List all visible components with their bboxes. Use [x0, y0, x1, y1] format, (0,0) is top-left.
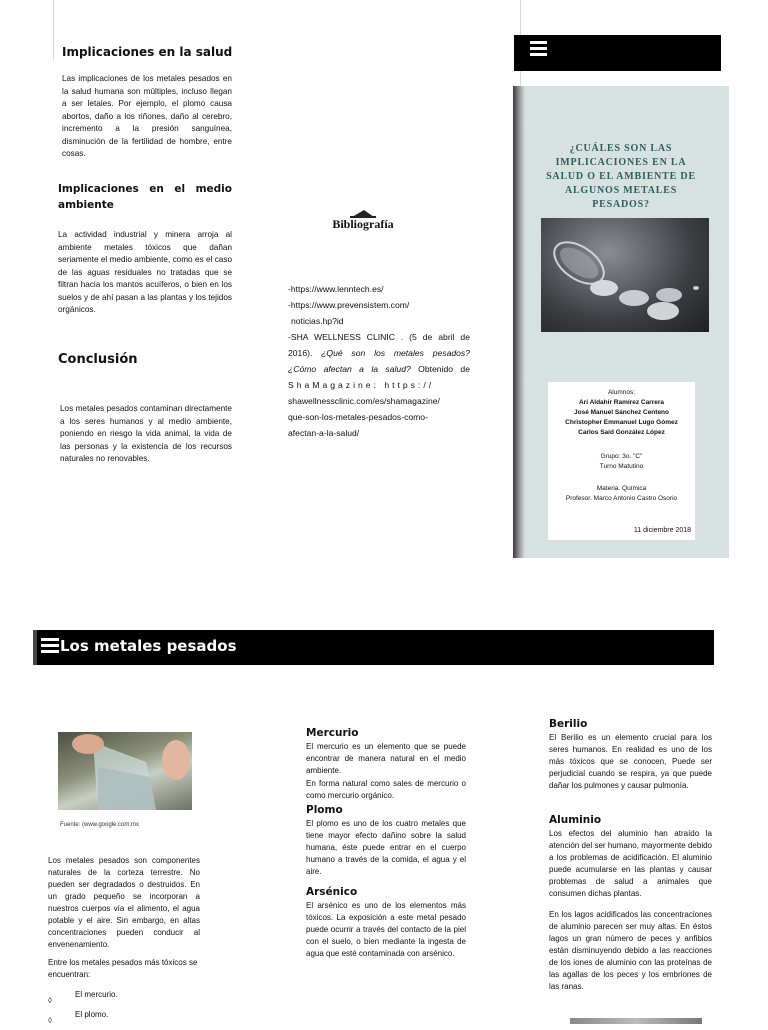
bib-entry: 2016). ¿Qué son los metales pesados?	[288, 348, 470, 358]
mercurio-text: El mercurio es un elemento que se puede encontrar de manera natural en el medio ambiente.	[306, 742, 466, 775]
aluminio-heading: Aluminio	[549, 814, 602, 826]
bib-entry: afectan-a-la-salud/	[288, 428, 360, 438]
bib-entry: -https://www.lenntech.es/	[288, 284, 384, 294]
arsenico-text: El arsénico es uno de los elementos más tóxicos. La exposición a este metal pesado puede ocurrir a través del contacto de la piel con el suelo, o bien mediante la ingesta de agua que esté contaminada con arsénico.	[306, 901, 466, 958]
student-name: Ari Aldahir Ramírez Carrera	[578, 399, 664, 406]
cover-panel	[513, 86, 729, 558]
mercurio-heading: Mercurio	[306, 727, 359, 739]
bib-entry: que-son-los-metales-pesados-como-	[288, 412, 428, 422]
student-name: Carlos Saíd González López	[578, 429, 665, 436]
conclusion-heading: Conclusión	[58, 352, 138, 367]
mercurio-text-2: En forma natural como sales de mercurio o como mercurio orgánico.	[306, 779, 466, 800]
student-info-box	[548, 382, 695, 540]
environment-heading: Implicaciones en el medio ambiente	[58, 183, 232, 211]
list-intro: Entre los metales pesados más tóxicos se encuentran:	[48, 958, 198, 979]
bib-entry: ¿Cómo afectan a la salud? Obtenido de	[288, 364, 470, 374]
cover-header-bar	[514, 35, 721, 71]
bib-entry: -https://www.prevensistem.com/	[288, 300, 410, 310]
bibliography-title: Bibliografía	[332, 217, 394, 231]
list-item: ◊ El mercurio.	[48, 990, 118, 1005]
bottom-image-edge	[570, 1018, 702, 1024]
health-heading: Implicaciones en la salud	[62, 45, 233, 59]
bib-entry: -SHA WELLNESS CLINIC . (5 de abril de	[288, 332, 470, 342]
plomo-text: El plomo es uno de los cuatro metales que tiene mayor efecto dañino sobre la salud humana, éste puede entrar en el cuerpo humano a través de la comida, el agua y el aire.	[306, 819, 466, 876]
water-glass-image	[58, 732, 192, 810]
aluminio-text: Los efectos del aluminio han atraído la atención del ser humano, mayormente debido a los problemas de acidificación. El aluminio puede acumularse en las plantas y causar problemas de salud a animales que consumen dichas plantas.	[549, 829, 712, 898]
bibliography-list	[288, 281, 470, 441]
banner-title: Los metales pesados	[60, 637, 237, 655]
menu-icon	[530, 41, 547, 59]
section-banner	[33, 630, 714, 665]
cover-date: 11 diciembre 2018	[633, 527, 691, 534]
page-border-left	[53, 0, 54, 60]
student-name: Christopher Emmanuel Lugo Gómez	[565, 419, 678, 426]
subject-label: Materia. Química	[596, 485, 647, 492]
plomo-heading: Plomo	[306, 804, 343, 816]
berilio-text: El Berilio es un elemento crucial para los seres humanos. En realidad es uno de los más tóxicos que se conocen, Puede ser perjudicial cuando se respira, ya que puede dañar los pulmones y causar pulmonía.	[549, 733, 712, 790]
environment-text: La actividad industrial y minera arroja al ambiente metales tóxicos que dañan seriamente el medio ambiente, como es el caso de las aguas residuales no tratadas que se filtran hacia los mantos acuíferos, o bien en los suelos y de ahí pasan a las plantas y los tejidos orgánicos.	[58, 230, 232, 314]
toxic-metals-list	[48, 990, 198, 1030]
aluminio-text-2: En los lagos acidificados las concentraciones de aluminio parecen ser muy altas. En éstos lagos un gran número de peces y anfibios están disminuyendo debido a las reacciones de los iones de aluminio con las proteínas de las agallas de los peces y los embriones de las ranas.	[549, 910, 712, 991]
cover-image-mercury	[541, 218, 709, 332]
banner-accent	[33, 630, 37, 665]
menu-icon	[41, 638, 59, 656]
shift-label: Turno Matutino	[599, 463, 644, 470]
teacher-label: Profesor. Marco Antonio Castro Osorio	[565, 495, 678, 502]
bib-entry: shawellnessclinic.com/es/shamagazine/	[288, 396, 440, 406]
students-label: Alumnos:	[607, 389, 636, 396]
page-2	[0, 600, 768, 1024]
student-name: José Manuel Sánchez Centeno	[574, 409, 669, 416]
group-label: Grupo: 3o. "C"	[600, 453, 643, 460]
list-item: ◊ El plomo.	[48, 1010, 109, 1025]
conclusion-text: Los metales pesados contaminan directamente a los seres humanos y al medio ambiente, poniendo en riesgo la vida animal, la vida de las personas y la existencia de los recursos naturales no renovables.	[60, 404, 232, 463]
bibliography-icon	[350, 205, 376, 214]
health-text: Las implicaciones de los metales pesados en la salud humana son múltiples, incluso llegan a ser letales. Por ejemplo, el plomo causa abortos, daño a los riñones, daño al cerebro, incremento a la presión sanguínea, disminución de la fertilidad de hombre, entre cosas.	[62, 74, 232, 158]
bib-entry: noticias.hp?id	[291, 316, 344, 326]
arsenico-heading: Arsénico	[306, 886, 358, 898]
cover-title: ¿CUÁLES SON LAS IMPLICACIONES EN LA SALUD O EL AMBIENTE DE ALGUNOS METALES PESADOS?	[546, 143, 696, 210]
bib-entry: ShaMagazine: https://	[288, 380, 435, 390]
image-caption: Fuente: (www.google.com.mx	[60, 822, 140, 828]
cover-shadow	[513, 86, 525, 558]
intro-text: Los metales pesados son componentes naturales de la corteza terrestre. No pueden ser degradados o destruidos. En un grado pequeño se incorporan a nuestros cuerpos vía el alimento, el agua potable y el aire. Sin embargo, en altas concentraciones pueden conducir al envenenamiento.	[48, 856, 200, 949]
berilio-heading: Berilio	[549, 718, 588, 730]
